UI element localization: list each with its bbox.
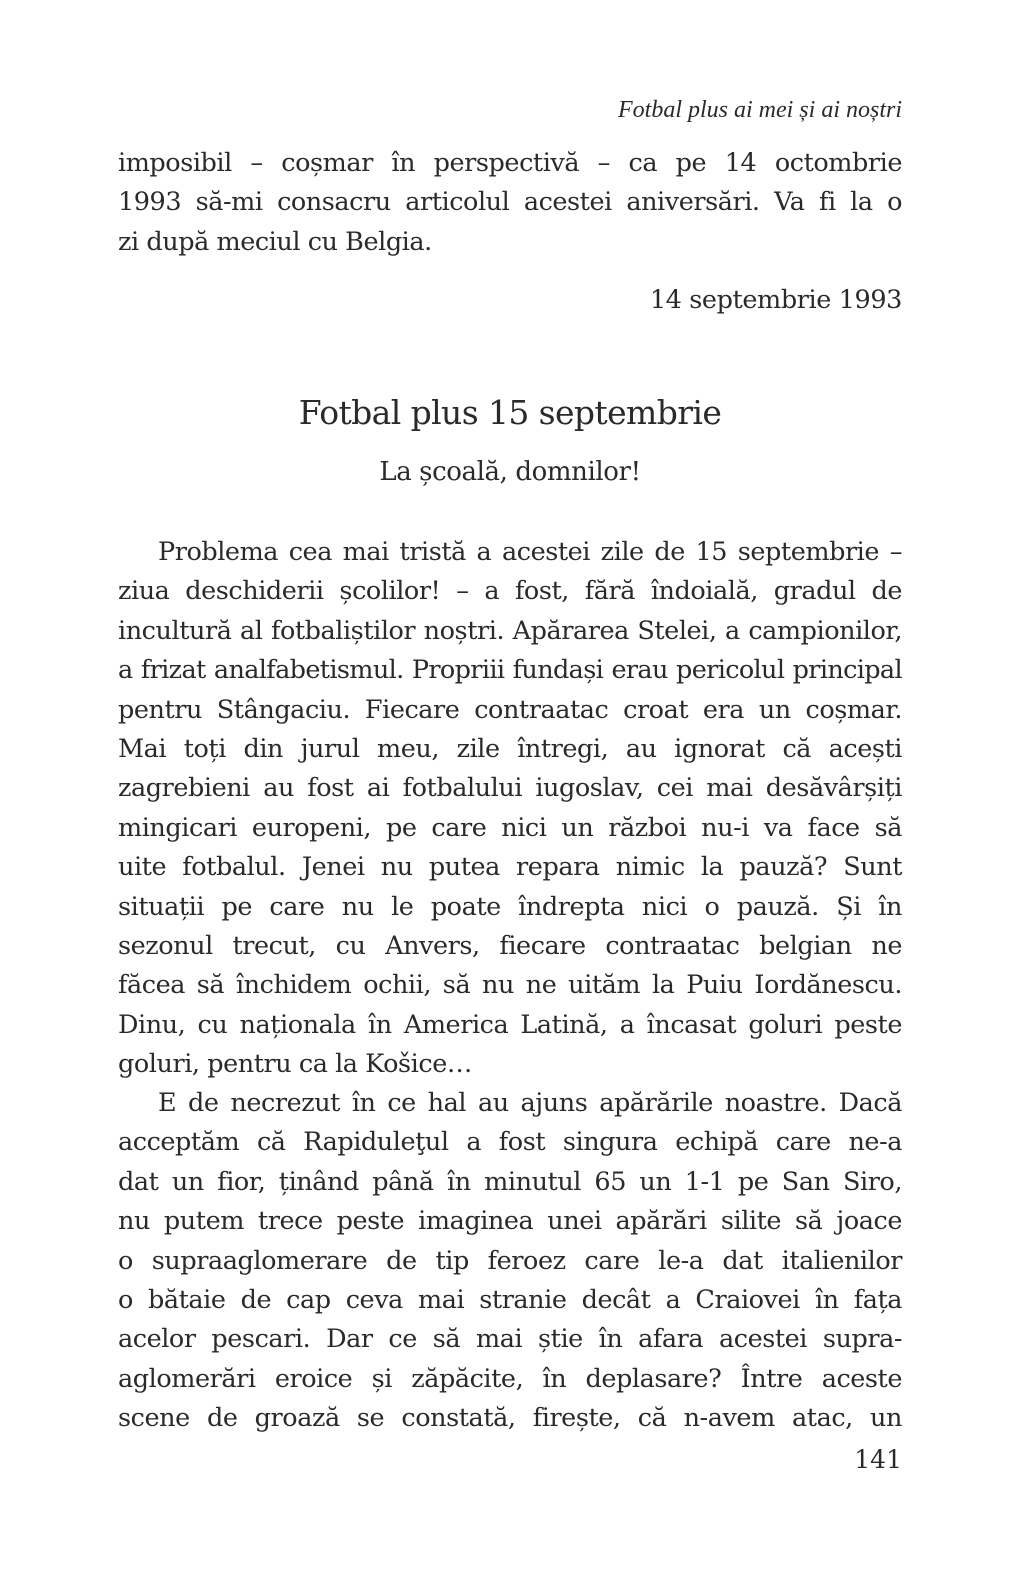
article-subtitle: La școală, domnilor!	[379, 457, 641, 487]
text-line: situații pe care nu le poate îndrepta nici o pauză. Și în	[118, 891, 902, 922]
book-page	[118, 0, 902, 1575]
date-signature: 14 septembrie 1993	[649, 285, 902, 315]
text-line: incultură al fotbaliștilor noștri. Apărarea Stelei, a campionilor,	[118, 615, 902, 646]
page-number: 141	[854, 1445, 902, 1474]
text-line: 1993 să-mi consacru articolul acestei aniversări. Va fi la o	[118, 187, 902, 218]
text-line: imposibil – coșmar în perspectivă – ca pe 14 octombrie	[118, 148, 902, 178]
text-line: făcea să închidem ochii, să nu ne uităm la Puiu Iordănescu.	[118, 970, 902, 1001]
text-line: sezonul trecut, cu Anvers, fiecare contraatac belgian ne	[118, 930, 902, 961]
text-line: pentru Stângaciu. Fiecare contraatac croat era un coșmar.	[118, 694, 902, 725]
text-line: dat un fior, ținând până în minutul 65 un 1-1 pe San Siro,	[118, 1166, 902, 1197]
text-line: a frizat analfabetismul. Propriii fundași erau pericolul principal	[118, 655, 902, 686]
text-line: zagrebieni au fost ai fotbalului iugoslav, cei mai desăvârșiți	[118, 773, 902, 804]
text-line: acelor pescari. Dar ce să mai știe în afara acestei supra-	[118, 1324, 902, 1355]
text-line: acceptăm că Rapiduleţul a fost singura echipă care ne-a	[118, 1127, 902, 1158]
paragraph-2	[118, 1084, 902, 1439]
text-line: ziua deschiderii școlilor! – a fost, fără îndoială, gradul de	[118, 576, 902, 607]
text-line: E de necrezut în ce hal au ajuns apărările noastre. Dacă	[158, 1088, 902, 1118]
text-line: Mai toți din jurul meu, zile întregi, au ignorat că acești	[118, 733, 902, 764]
running-head: Fotbal plus ai mei și ai noștri	[617, 97, 902, 123]
intro-paragraph	[118, 144, 902, 262]
paragraph-1	[118, 533, 902, 1084]
text-line: mingicari europeni, pe care nici un război nu-i va face să	[118, 812, 902, 843]
text-line: scene de groază se constată, firește, că n-avem atac, un	[118, 1403, 902, 1434]
text-line: uite fotbalul. Jenei nu putea repara nimic la pauză? Sunt	[118, 852, 902, 883]
article-title: Fotbal plus 15 septembrie	[298, 393, 722, 432]
text-line: Dinu, cu naționala în America Latină, a încasat goluri peste	[118, 1009, 902, 1040]
text-line: goluri, pentru ca la Košice…	[118, 1049, 472, 1080]
text-line: Problema cea mai tristă a acestei zile de 15 septembrie –	[158, 537, 902, 567]
text-line: o supraaglomerare de tip feroez care le-a dat italienilor	[118, 1245, 902, 1276]
text-line: o bătaie de cap ceva mai stranie decât a Craiovei în fața	[118, 1284, 902, 1315]
text-line: nu putem trece peste imaginea unei apărări silite să joace	[118, 1206, 902, 1237]
text-line: aglomerări eroice și zăpăcite, în deplasare? Între aceste	[118, 1363, 902, 1394]
text-line: zi după meciul cu Belgia.	[118, 226, 432, 257]
